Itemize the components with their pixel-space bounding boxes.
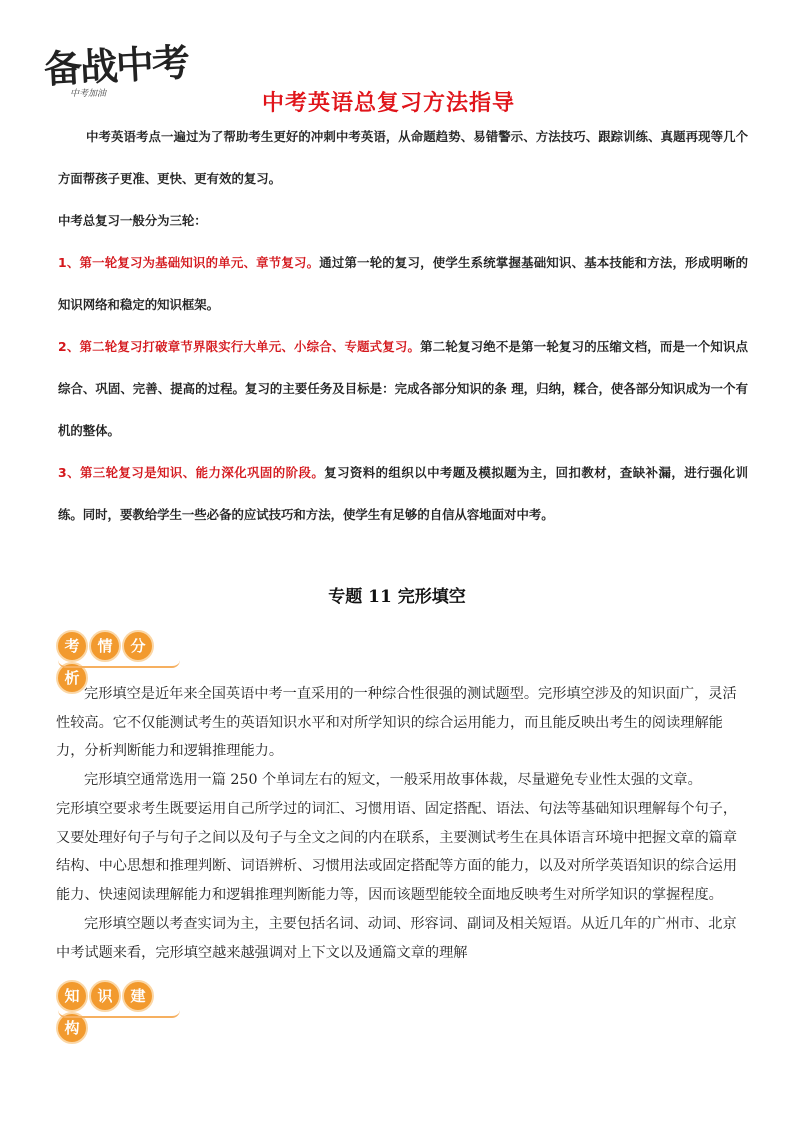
badge-char: 析 xyxy=(56,662,88,694)
topic-title: 专题 11 完形填空 xyxy=(328,587,466,607)
section-badge-analysis xyxy=(56,630,181,687)
round-3-paragraph xyxy=(58,452,748,536)
round-3-text: 复习资料的组织以中考题及模拟题为主，回扣教材，查缺补漏，进行强化训练。同时，要教给学生一些必备的应试技巧和方法，使学生有足够的自信从容地面对中考。 xyxy=(58,465,749,522)
logo xyxy=(42,40,214,102)
analysis-paragraph-2: 完形填空通常选用一篇 250 个单词左右的短文，一般采用故事体裁，尽量避免专业性太强的文章。 xyxy=(84,772,702,788)
round-3-highlight: 3、第三轮复习是知识、能力深化巩固的阶段。 xyxy=(58,465,325,480)
section-badge-knowledge xyxy=(56,980,181,1037)
round-2-highlight: 2、第二轮复习打破章节界限实行大单元、小综合、专题式复习。 xyxy=(58,339,421,354)
badge-char: 知 xyxy=(56,980,88,1012)
badge-swoosh xyxy=(58,1010,180,1018)
logo-text: 备战中考 xyxy=(42,40,190,92)
round-2-text: 第二轮复习绝不是第一轮复习的压缩文档，而是一个知识点综合、巩固、完善、提高的过程。复习的主要任务及目标是：完成各部分知识的条 理，归纳，糅合，使各部分知识成为一个有机的整体。 xyxy=(58,339,748,438)
badge-char: 分 xyxy=(122,630,154,662)
badge-char: 情 xyxy=(89,630,121,662)
badge-char: 考 xyxy=(56,630,88,662)
intro-paragraph: 中考英语考点一遍过为了帮助考生更好的冲刺中考英语，从命题趋势、易错警示、方法技巧、跟踪训练、真题再现等几个方面帮孩子更准、更快、更有效的复习。 xyxy=(58,129,748,186)
logo-subtext: 中考加油 xyxy=(70,89,107,99)
analysis-paragraph-4: 完形填空题以考查实词为主，主要包括名词、动词、形容词、副词及相关短语。从近几年的广州市、北京中考试题来看，完形填空越来越强调对上下文以及通篇文章的理解 xyxy=(56,916,737,961)
round-1-text: 通过第一轮的复习，使学生系统掌握基础知识、基本技能和方法，形成明晰的知识网络和稳定的知识框架。 xyxy=(58,255,749,312)
analysis-paragraph-1: 完形填空是近年来全国英语中考一直采用的一种综合性很强的测试题型。完形填空涉及的知识面广，灵活性较高。它不仅能测试考生的英语知识水平和对所学知识的综合运用能力，而且能反映出考生的阅读理解能力，分析判断能力和逻辑推理能力。 xyxy=(56,686,737,759)
badge-swoosh xyxy=(58,660,180,668)
badge-char: 建 xyxy=(122,980,154,1012)
round-1-highlight: 1、第一轮复习为基础知识的单元、章节复习。 xyxy=(58,255,320,270)
document-title: 中考英语总复习方法指导 xyxy=(262,91,516,116)
round-2-paragraph xyxy=(58,326,748,452)
round-1-paragraph xyxy=(58,242,748,326)
badge-char: 识 xyxy=(89,980,121,1012)
rounds-heading: 中考总复习一般分为三轮： xyxy=(58,213,207,228)
badge-char: 构 xyxy=(56,1012,88,1044)
analysis-paragraph-3: 完形填空要求考生既要运用自己所学过的词汇、习惯用语、固定搭配、语法、句法等基础知识理解每个句子，又要处理好句子与句子之间以及句子与全文之间的内在联系，主要测试考生在具体语言环境中把握文章的篇章结构、中心思想和推理判断、词语辨析、习惯用法或固定搭配等方面的能力，以及对所学英语知识的综合运用能力、快速阅读理解能力和逻辑推理判断能力等，因而该题型能较全面地反映考生对所学知识的掌握程度。 xyxy=(56,801,738,903)
